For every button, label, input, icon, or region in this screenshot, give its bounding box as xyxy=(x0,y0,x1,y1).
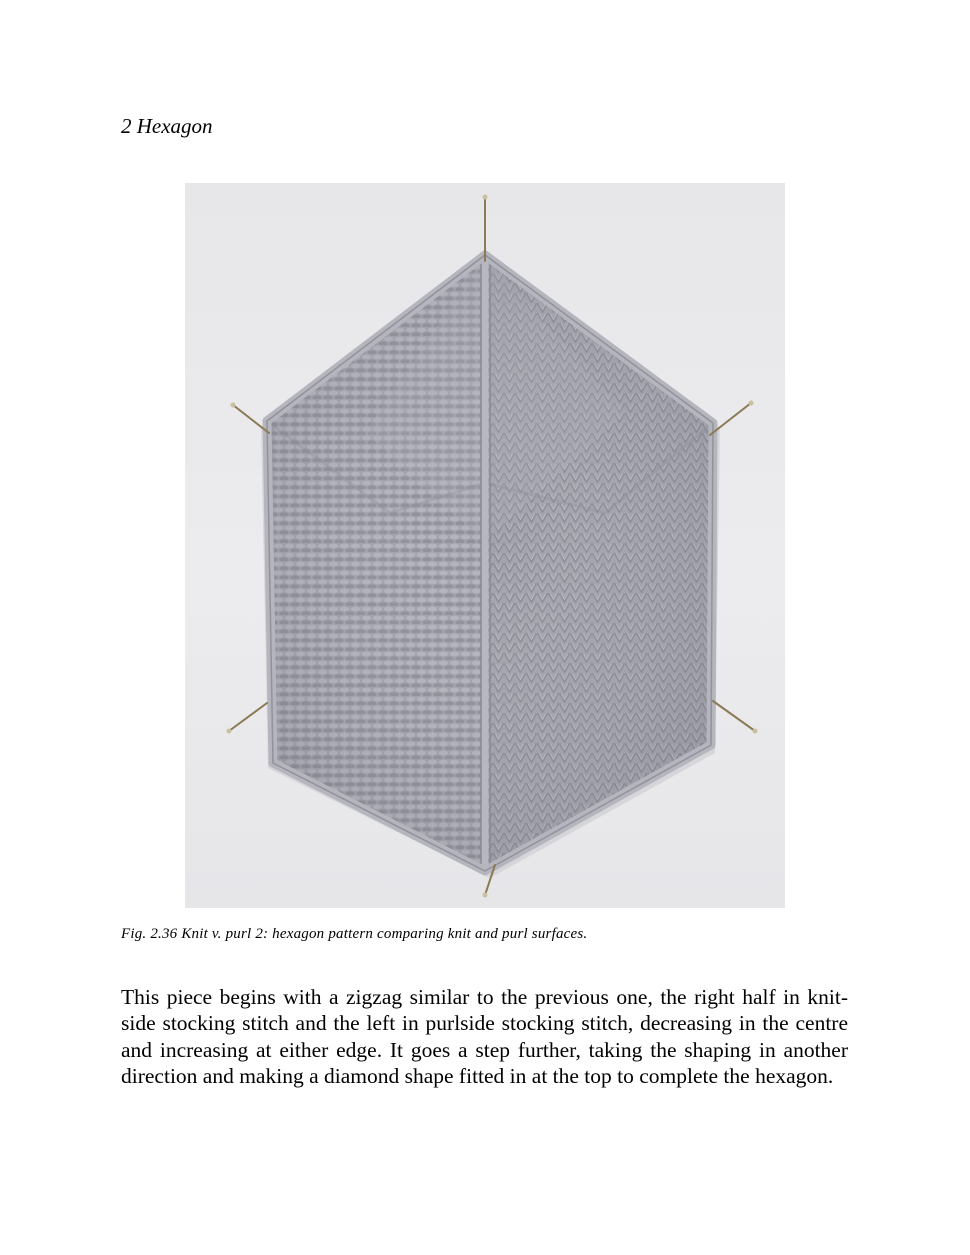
section-heading: 2 Hexagon xyxy=(121,114,213,138)
body-paragraph: This piece begins with a zigzag similar to the previous one, the right half in knit-side stocking stitch and the left in purlside stocking stitch, decreasing in the centre and increasing at either edge. It goes a step further, taking the shaping in another direction and making a diamond shape fitted in at the top to complete the hexagon. xyxy=(121,985,848,1089)
figure-photo xyxy=(185,183,785,908)
knitted-hexagon-image xyxy=(185,183,785,908)
figure-caption: Fig. 2.36 Knit v. purl 2: hexagon pattern comparing knit and purl surfaces. xyxy=(121,926,588,942)
